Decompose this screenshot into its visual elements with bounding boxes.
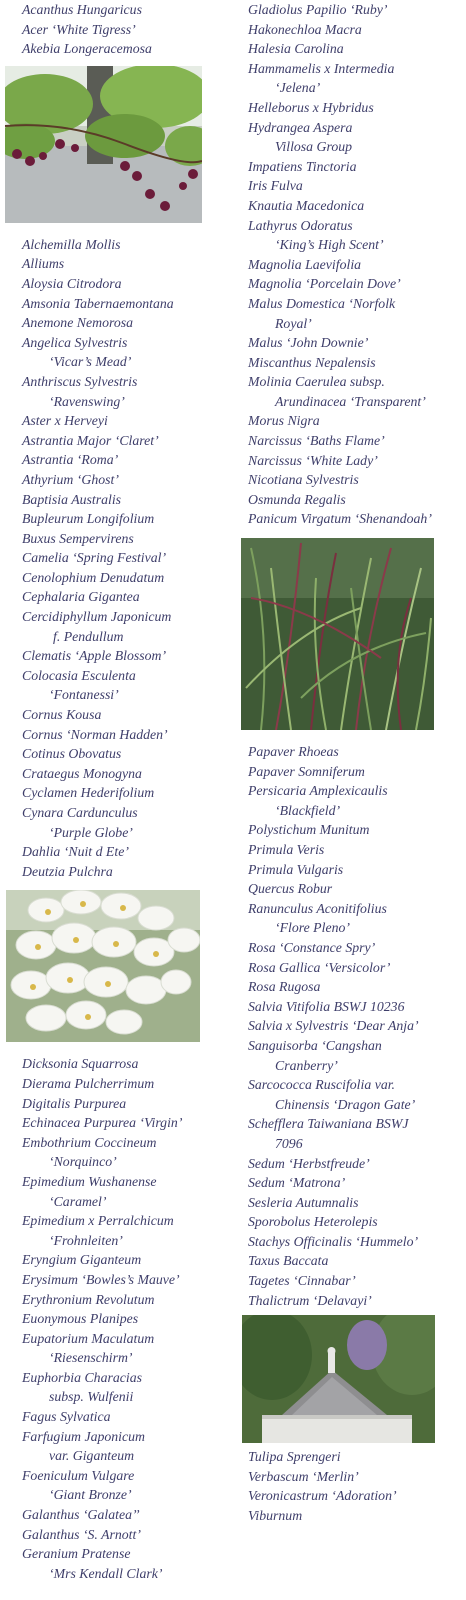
plant-name-continuation: ‘King’s High Scent’ (275, 237, 384, 253)
plant-name-continuation: ‘Vicar’s Mead’ (49, 354, 132, 370)
plant-name: Akebia Longeracemosa (22, 41, 152, 57)
plant-name: Galanthus ‘Galatea’’ (22, 1507, 140, 1523)
plant-name: Gladiolus Papilio ‘Ruby’ (248, 2, 388, 17)
plant-name: Narcissus ‘Baths Flame’ (248, 433, 385, 449)
plant-name: Schefflera Taiwaniana BSWJ (248, 1116, 409, 1132)
plant-name: Epimedium x Perralchicum (22, 1213, 174, 1229)
plant-name: Sporobolus Heterolepis (248, 1214, 378, 1230)
plant-list-right-column (226, 0, 466, 1526)
plant-name: Sarcococca Ruscifolia var. (248, 1077, 396, 1093)
plant-name: Tagetes ‘Cinnabar’ (248, 1273, 356, 1289)
plant-list-group (226, 0, 466, 529)
plant-name: Erysimum ‘Bowles’s Mauve’ (22, 1271, 180, 1287)
plant-name: Alchemilla Mollis (22, 236, 121, 252)
deutzia-flower-photo (6, 890, 200, 1042)
plant-name: Rosa Rugosa (248, 979, 321, 995)
plant-name: Impatiens Tinctoria (248, 158, 357, 174)
plant-name: Narcissus ‘White Lady’ (248, 452, 378, 468)
plant-name-continuation: var. Giganteum (49, 1448, 135, 1464)
plant-name: Camelia ‘Spring Festival’ (22, 550, 167, 566)
plant-name: Alliums (22, 256, 65, 272)
plant-name: Morus Nigra (248, 413, 320, 429)
plant-name: Papaver Rhoeas (248, 744, 339, 760)
plant-name-continuation: ‘Riesenschirm’ (49, 1350, 133, 1366)
plant-name: Clematis ‘Apple Blossom’ (22, 648, 167, 664)
plant-name: Malus Domestica ‘Norfolk (248, 295, 396, 311)
plant-name: Anthriscus Sylvestris (22, 373, 138, 389)
plant-list-group (0, 1054, 222, 1583)
plant-name: Malus ‘John Downie’ (248, 335, 369, 351)
plant-name: Colocasia Esculenta (22, 667, 136, 683)
plant-name-continuation: ‘Flore Pleno’ (275, 920, 350, 936)
plant-name: Foeniculum Vulgare (22, 1467, 135, 1483)
plant-name: Bupleurum Longifolium (22, 511, 155, 527)
plant-name: Helleborus x Hybridus (248, 99, 374, 115)
plant-name: Primula Veris (248, 842, 325, 857)
akebia-vine-photo (5, 66, 202, 223)
plant-name: Geranium Pratense (22, 1546, 131, 1562)
plant-name: Deutzia Pulchra (22, 863, 113, 879)
plant-name-continuation: f. Pendullum (53, 628, 124, 644)
plant-name: Acanthus Hungaricus (22, 2, 142, 17)
plant-list-group (226, 1447, 466, 1525)
plant-name: Cynara Cardunculus (22, 805, 138, 820)
garden-pavilion-photo (242, 1315, 435, 1443)
plant-name-continuation: Chinensis ‘Dragon Gate’ (275, 1096, 416, 1112)
plant-name: Viburnum (248, 1508, 303, 1524)
plant-name: Rosa ‘Constance Spry’ (248, 939, 376, 955)
plant-name: Farfugium Japonicum (22, 1428, 146, 1444)
plant-name-continuation: 7096 (275, 1135, 303, 1151)
plant-name: Digitalis Purpurea (22, 1095, 127, 1111)
plant-name-continuation: ‘Giant Bronze’ (49, 1487, 132, 1503)
plant-name: Galanthus ‘S. Arnott’ (22, 1526, 141, 1542)
plant-name: Echinacea Purpurea ‘Virgin’ (22, 1115, 183, 1131)
plant-name: Taxus Baccata (248, 1253, 329, 1269)
plant-name-continuation: ‘Blackfield’ (275, 802, 341, 818)
plant-name: Buxus Sempervirens (22, 530, 134, 546)
plant-name: Dicksonia Squarrosa (22, 1056, 139, 1072)
plant-name: Cephalaria Gigantea (22, 589, 140, 605)
plant-name: Tulipa Sprengeri (248, 1449, 341, 1465)
plant-name: Sedum ‘Herbstfreude’ (248, 1155, 370, 1171)
plant-name: Cornus ‘Norman Hadden’ (22, 726, 168, 742)
plant-name: Dierama Pulcherrimum (22, 1075, 155, 1091)
plant-name: Dahlia ‘Nuit d Ete’ (22, 844, 129, 860)
plant-name: Cotinus Obovatus (22, 746, 122, 762)
plant-name: Epimedium Wushanense (22, 1173, 157, 1189)
plant-name: Thalictrum ‘Delavayi’ (248, 1292, 372, 1308)
plant-name: Embothrium Coccineum (22, 1134, 157, 1150)
plant-name: Halesia Carolina (248, 41, 344, 57)
plant-name: Euonymous Planipes (22, 1311, 139, 1327)
plant-name: Fagus Sylvatica (22, 1409, 111, 1425)
plant-name: Salvia Vitifolia BSWJ 10236 (248, 998, 405, 1014)
plant-name: Stachys Officinalis ‘Hummelo’ (248, 1233, 419, 1249)
plant-name: Cenolophium Denudatum (22, 569, 165, 585)
plant-name: Aloysia Citrodora (22, 275, 122, 291)
plant-name: Primula Vulgaris (248, 861, 344, 877)
plant-name: Persicaria Amplexicaulis (248, 783, 388, 799)
plant-name: Rosa Gallica ‘Versicolor’ (248, 959, 391, 975)
plant-name: Polystichum Munitum (248, 822, 370, 838)
plant-name: Miscanthus Nepalensis (248, 354, 376, 370)
plant-list-group (226, 742, 466, 1310)
plant-name-continuation: ‘Norquinco’ (49, 1154, 117, 1170)
plant-name: Molinia Caerulea subsp. (248, 374, 385, 390)
plant-name-continuation: ‘Frohnleiten’ (49, 1232, 123, 1248)
plant-name: Panicum Virgatum ‘Shenandoah’ (248, 511, 432, 527)
plant-name-continuation: Arundinacea ‘Transparent’ (275, 393, 426, 409)
plant-name: Cornus Kousa (22, 707, 102, 723)
plant-name-continuation: subsp. Wulfenii (49, 1389, 134, 1405)
plant-name: Aster x Herveyi (22, 413, 108, 429)
plant-name: Erythronium Revolutum (22, 1291, 155, 1307)
plant-name: Astrantia ‘Roma’ (22, 452, 119, 468)
plant-name: Iris Fulva (248, 178, 303, 194)
plant-name: Baptisia Australis (22, 491, 122, 507)
plant-name: Lathyrus Odoratus (248, 217, 353, 233)
plant-name: Quercus Robur (248, 881, 333, 897)
plant-name-continuation: ‘Ravenswing’ (49, 393, 125, 409)
plant-name: Acer ‘White Tigress’ (22, 21, 136, 37)
plant-name: Ranunculus Aconitifolius (248, 900, 387, 916)
plant-name: Astrantia Major ‘Claret’ (22, 432, 159, 448)
plant-name-continuation: Villosa Group (275, 139, 353, 155)
plant-name: Athyrium ‘Ghost’ (22, 471, 119, 487)
plant-name: Magnolia ‘Porcelain Dove’ (248, 276, 401, 292)
plant-name: Nicotiana Sylvestris (248, 472, 359, 488)
plant-name: Sanguisorba ‘Cangshan (248, 1037, 382, 1053)
plant-name-continuation: Cranberry’ (275, 1057, 338, 1073)
plant-name-continuation: Royal’ (275, 315, 312, 331)
plant-list-group (0, 235, 222, 882)
plant-name: Crataegus Monogyna (22, 765, 142, 781)
panicum-grass-photo (241, 538, 434, 730)
plant-name: Osmunda Regalis (248, 491, 346, 507)
plant-name: Cercidiphyllum Japonicum (22, 609, 172, 625)
plant-name-continuation: ‘Caramel’ (49, 1193, 107, 1209)
plant-name: Veronicastrum ‘Adoration’ (248, 1488, 397, 1504)
plant-name-continuation: ‘Jelena’ (275, 80, 321, 96)
plant-name: Papaver Somniferum (248, 763, 365, 779)
plant-name: Salvia x Sylvestris ‘Dear Anja’ (248, 1018, 419, 1034)
plant-list-group (0, 0, 222, 59)
plant-list-left-column (0, 0, 222, 1583)
plant-name-continuation: ‘Mrs Kendall Clark’ (49, 1565, 163, 1581)
plant-name: Eryngium Giganteum (22, 1252, 142, 1268)
plant-name: Knautia Macedonica (248, 197, 365, 213)
plant-name: Magnolia Laevifolia (248, 256, 362, 272)
plant-name: Hydrangea Aspera (248, 119, 353, 135)
plant-name: Angelica Sylvestris (22, 334, 128, 350)
plant-name: Eupatorium Maculatum (22, 1330, 155, 1346)
plant-name: Anemone Nemorosa (22, 315, 133, 331)
plant-name: Euphorbia Characias (22, 1369, 142, 1385)
plant-name: Verbascum ‘Merlin’ (248, 1468, 359, 1484)
plant-name: Hammamelis x Intermedia (248, 60, 395, 76)
plant-name: Hakonechloa Macra (248, 21, 362, 37)
plant-name: Amsonia Tabernaemontana (22, 295, 174, 311)
plant-name-continuation: ‘Fontanessi’ (49, 687, 119, 703)
plant-name-continuation: ‘Purple Globe’ (49, 824, 133, 840)
plant-name: Sedum ‘Matrona’ (248, 1175, 346, 1191)
plant-name: Sesleria Autumnalis (248, 1194, 359, 1210)
plant-name: Cyclamen Hederifolium (22, 785, 155, 801)
